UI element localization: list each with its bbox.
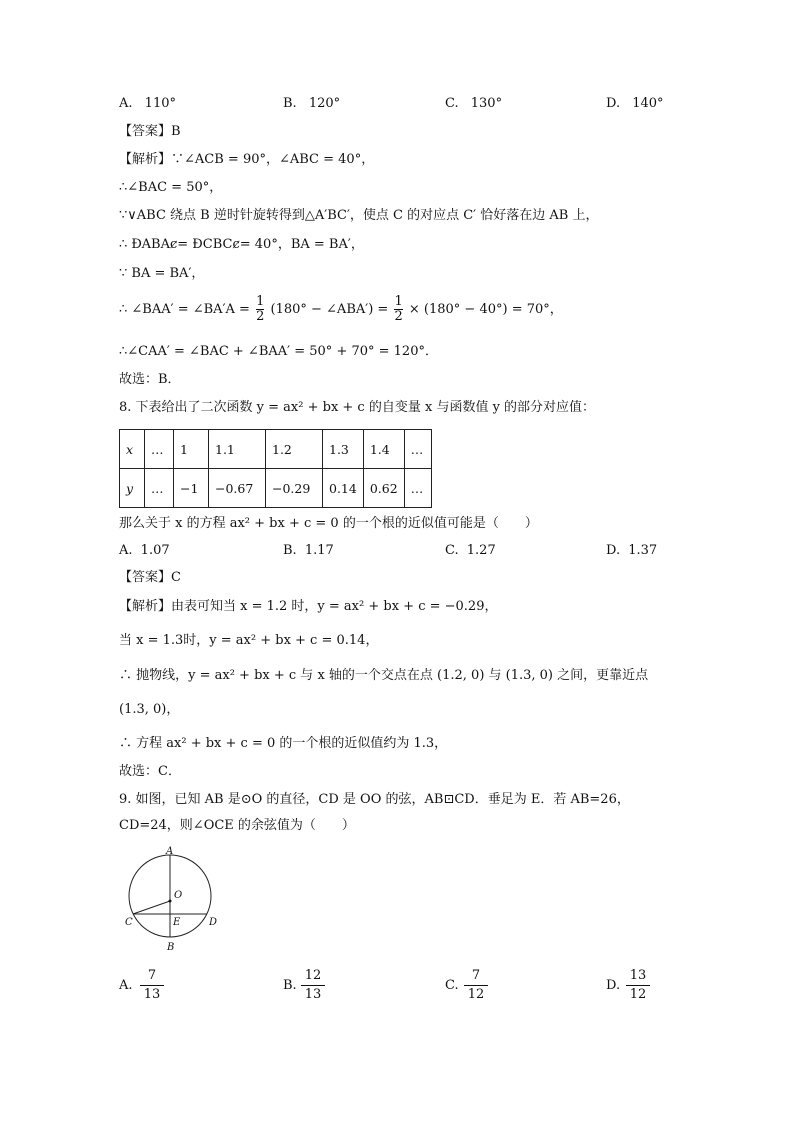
- q8-option-d: [606, 543, 657, 558]
- q9-option-a-letter: A.: [119, 978, 133, 993]
- fraction-numerator: 12: [304, 968, 322, 983]
- q9-option-d-letter: D.: [606, 978, 621, 993]
- q7-analysis-line: ∵∨ABC 绕点 B 逆时针旋转得到△A′BC′，使点 C 的对应点 C′ 恰好落在边 AB 上，: [119, 208, 599, 223]
- q9-option-d-fraction: [626, 968, 650, 1003]
- table-cell: …: [404, 430, 431, 469]
- fraction-denominator: 13: [143, 987, 161, 1002]
- option-letter: B.: [283, 96, 297, 111]
- q7-analysis-line: ∴∠BAC = 50°，: [119, 180, 223, 195]
- option-letter: B.: [283, 543, 297, 558]
- q8-analysis-line: ∴ 方程 ax² + bx + c = 0 的一个根的近似值约为 1.3，: [119, 736, 448, 751]
- equation-tail: × (180° − 40°) = 70°，: [408, 302, 563, 317]
- label-d: D: [209, 917, 218, 928]
- q7-analysis-line: 故选：B．: [119, 372, 181, 387]
- fraction-denominator: 2: [394, 309, 403, 324]
- option-text: 140°: [632, 96, 664, 111]
- q7-analysis-line: ∴∠CAA′ = ∠BAC + ∠BAA′ = 50° + 70° = 120°．: [119, 344, 438, 359]
- fraction-numerator: 7: [147, 968, 157, 983]
- fraction-half: [394, 295, 402, 324]
- option-letter: C.: [445, 543, 459, 558]
- table-cell: 1.3: [323, 430, 364, 469]
- q8-answer: 【答案】C: [119, 570, 181, 585]
- table-cell: −0.29: [266, 469, 323, 508]
- label-b: B: [167, 942, 175, 953]
- option-letter: C.: [445, 96, 459, 111]
- q7-option-a: [119, 96, 176, 111]
- q7-option-b: [283, 96, 340, 111]
- q7-option-c: [445, 96, 502, 111]
- equation-middle: (180° − ∠ABA′) =: [270, 302, 389, 317]
- q7-answer: 【答案】B: [119, 124, 181, 139]
- q9-stem: CD=24，则∠OCE 的余弦值为（ ）: [119, 818, 355, 833]
- table-row: [120, 469, 432, 508]
- q9-stem: 9. 如图，已知 AB 是⊙O 的直径，CD 是 OO 的弦，AB⊡CD．垂足为 E．若 AB=26，: [119, 792, 630, 807]
- q8-option-b: [283, 543, 334, 558]
- label-e: E: [173, 917, 181, 928]
- q7-analysis-line: 【解析】∵∠ACB = 90°，∠ABC = 40°，: [119, 152, 375, 167]
- label-o: O: [174, 890, 183, 901]
- fraction-half: [256, 295, 264, 324]
- option-text: 1.07: [140, 543, 170, 558]
- table-cell: 0.62: [363, 469, 404, 508]
- option-text: 1.27: [466, 543, 496, 558]
- equation-lhs: ∴ ∠BAA′ = ∠BA′A =: [119, 302, 250, 317]
- table-cell: …: [145, 469, 174, 508]
- q8-analysis-line: ∴ 抛物线，y = ax² + bx + c 与 x 轴的一个交点在点 (1.2, 0) 与 (1.3, 0) 之间，更靠近点: [119, 668, 649, 683]
- q7-analysis-line: ∴ ÐABAȼ= ÐCBCȼ= 40°，BA = BA′，: [119, 237, 364, 252]
- table-cell: y: [120, 469, 145, 508]
- table-cell: 1.1: [209, 430, 266, 469]
- q8-option-c: [445, 543, 496, 558]
- fraction-denominator: 12: [629, 987, 647, 1002]
- fraction-numerator: 1: [256, 294, 265, 309]
- label-c: C: [125, 917, 133, 928]
- q7-analysis-line: ∵ BA = BA′，: [119, 266, 205, 281]
- q9-option-c-letter: C.: [445, 978, 459, 993]
- option-letter: A.: [119, 96, 133, 111]
- q7-option-d: [606, 96, 664, 111]
- table-cell: −0.67: [209, 469, 266, 508]
- table-row: [120, 430, 432, 469]
- q7-equation: [119, 292, 563, 332]
- option-letter: D.: [606, 96, 621, 111]
- fraction-numerator: 7: [471, 968, 481, 983]
- q8-analysis-line: 故选：C．: [119, 764, 181, 779]
- table-cell: …: [404, 469, 431, 508]
- q9-option-a-fraction: [140, 968, 164, 1003]
- q8-analysis-line: (1.3, 0)，: [119, 702, 180, 717]
- fraction-numerator: 1: [394, 294, 403, 309]
- fraction-denominator: 2: [256, 309, 265, 324]
- table-cell: 1.2: [266, 430, 323, 469]
- q8-option-a: [119, 543, 170, 558]
- circle-figure: [122, 846, 222, 956]
- option-text: 1.37: [628, 543, 658, 558]
- q8-analysis-line: 【解析】由表可知当 x = 1.2 时，y = ax² + bx + c = −0.29，: [119, 599, 498, 614]
- q8-question: 那么关于 x 的方程 ax² + bx + c = 0 的一个根的近似值可能是（ ）: [119, 516, 538, 531]
- fraction-denominator: 12: [467, 987, 485, 1002]
- table-cell: x: [120, 430, 145, 469]
- option-text: 110°: [144, 96, 176, 111]
- q8-analysis-line: 当 x = 1.3时，y = ax² + bx + c = 0.14，: [119, 633, 379, 648]
- fraction-denominator: 13: [304, 987, 322, 1002]
- option-text: 120°: [308, 96, 341, 111]
- table-cell: 1.4: [363, 430, 404, 469]
- fraction-numerator: 13: [629, 968, 647, 983]
- table-cell: −1: [174, 469, 209, 508]
- table-cell: 1: [174, 430, 209, 469]
- q9-option-b-letter: B.: [283, 978, 297, 993]
- q8-value-table: [119, 429, 432, 508]
- q9-option-b-fraction: [301, 968, 325, 1003]
- label-a: A: [166, 846, 174, 857]
- table-cell: …: [145, 430, 174, 469]
- q9-option-c-fraction: [464, 968, 488, 1003]
- segment-oc: [133, 901, 170, 914]
- option-text: 130°: [470, 96, 503, 111]
- option-letter: A.: [119, 543, 133, 558]
- table-cell: 0.14: [323, 469, 364, 508]
- option-text: 1.17: [304, 543, 334, 558]
- option-letter: D.: [606, 543, 621, 558]
- center-point: [169, 900, 172, 903]
- q8-stem: 8. 下表给出了二次函数 y = ax² + bx + c 的自变量 x 与函数值 y 的部分对应值：: [119, 400, 596, 415]
